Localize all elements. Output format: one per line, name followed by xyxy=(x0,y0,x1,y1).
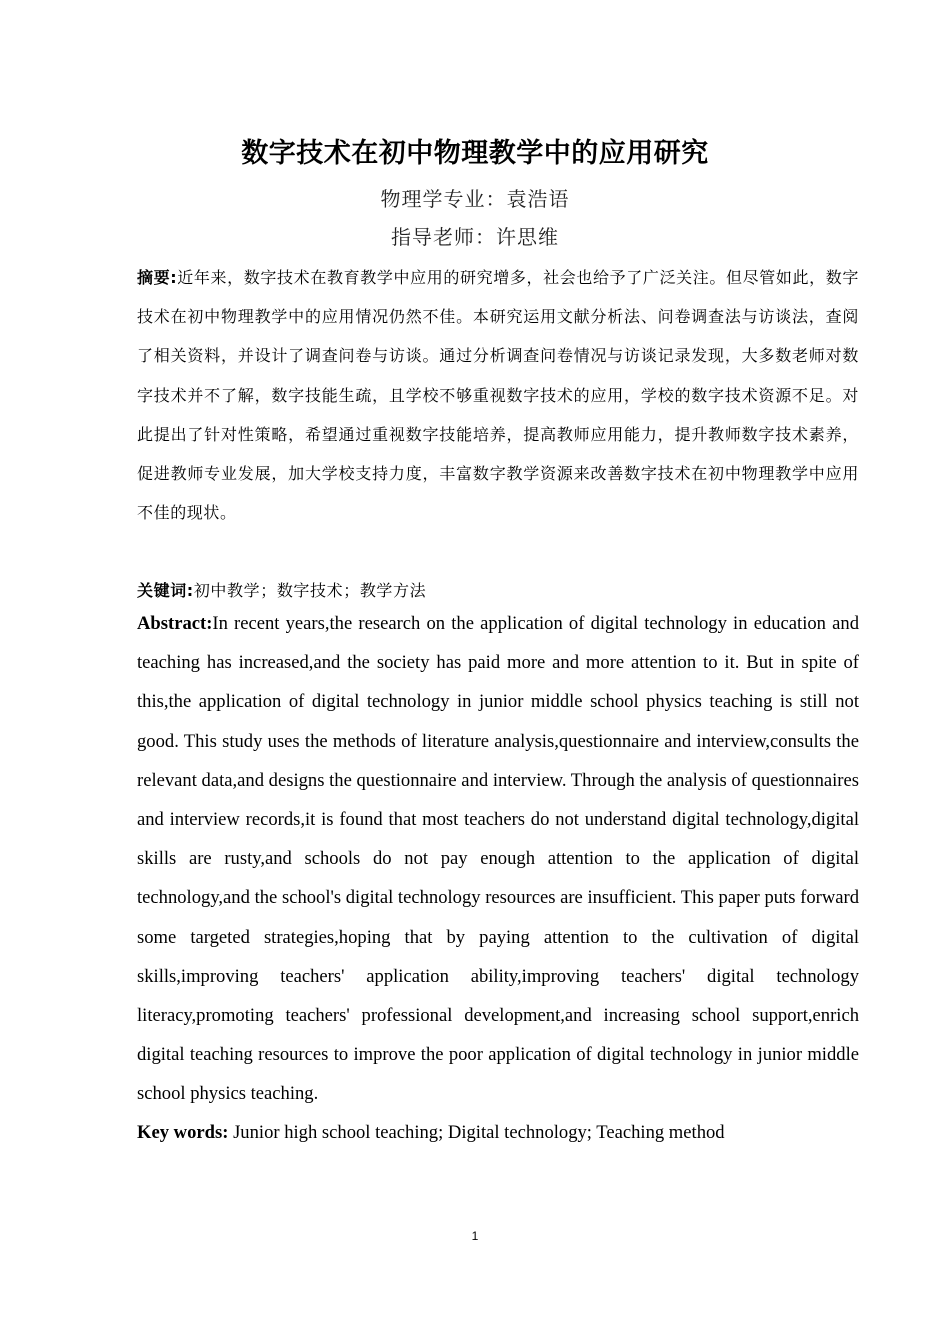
english-abstract-label: Abstract: xyxy=(137,613,213,634)
chinese-keywords-label: 关键词: xyxy=(137,581,194,600)
english-keywords-text: Junior high school teaching; Digital technology; Teaching method xyxy=(228,1122,725,1143)
english-keywords xyxy=(137,1113,859,1152)
english-abstract-text: In recent years,the research on the application of digital technology in education and teaching has increased,and the society has paid more and more attention to it. But in spite of this,the application of digital technology in junior middle school physics teaching is still not good. This study uses the methods of literature analysis,questionnaire and interview,consults the relevant data,and designs the questionnaire and interview. Through the analysis of questionnaires and interview records,it is found that most teachers do not understand digital technology,digital skills are rusty,and schools do not pay enough attention to the application of digital technology,and the school's digital technology resources are insufficient. This paper puts forward some targeted strategies,hoping that by paying attention to the cultivation of digital skills,improving teachers' application ability,improving teachers' digital technology literacy,promoting teachers' professional development,and increasing school support,enrich digital teaching resources to improve the poor application of digital technology in junior middle school physics teaching. xyxy=(137,613,859,1105)
page-number: 1 xyxy=(471,1229,479,1243)
advisor-line: 指导老师：许思维 xyxy=(391,225,559,249)
paper-title: 数字技术在初中物理教学中的应用研究 xyxy=(241,138,709,169)
english-keywords-label: Key words: xyxy=(137,1122,229,1143)
chinese-abstract xyxy=(137,258,859,532)
chinese-abstract-label: 摘要: xyxy=(137,268,178,287)
chinese-abstract-text: 近年来，数字技术在教育教学中应用的研究增多，社会也给予了广泛关注。但尽管如此，数字技术在初中物理教学中的应用情况仍然不佳。本研究运用文献分析法、问卷调查法与访谈法，查阅了相关资料，并设计了调查问卷与访谈。通过分析调查问卷情况与访谈记录发现，大多数老师对数字技术并不了解，数字技能生疏，且学校不够重视数字技术的应用，学校的数字技术资源不足。对此提出了针对性策略，希望通过重视数字技能培养，提高教师应用能力，提升教师数字技术素养，促进教师专业发展，加大学校支持力度，丰富数字教学资源来改善数字技术在初中物理教学中应用不佳的现状。 xyxy=(137,268,859,523)
chinese-keywords-text: 初中教学；数字技术；教学方法 xyxy=(193,581,427,600)
english-abstract xyxy=(137,604,859,1114)
author-major-line: 物理学专业：袁浩语 xyxy=(380,187,570,211)
